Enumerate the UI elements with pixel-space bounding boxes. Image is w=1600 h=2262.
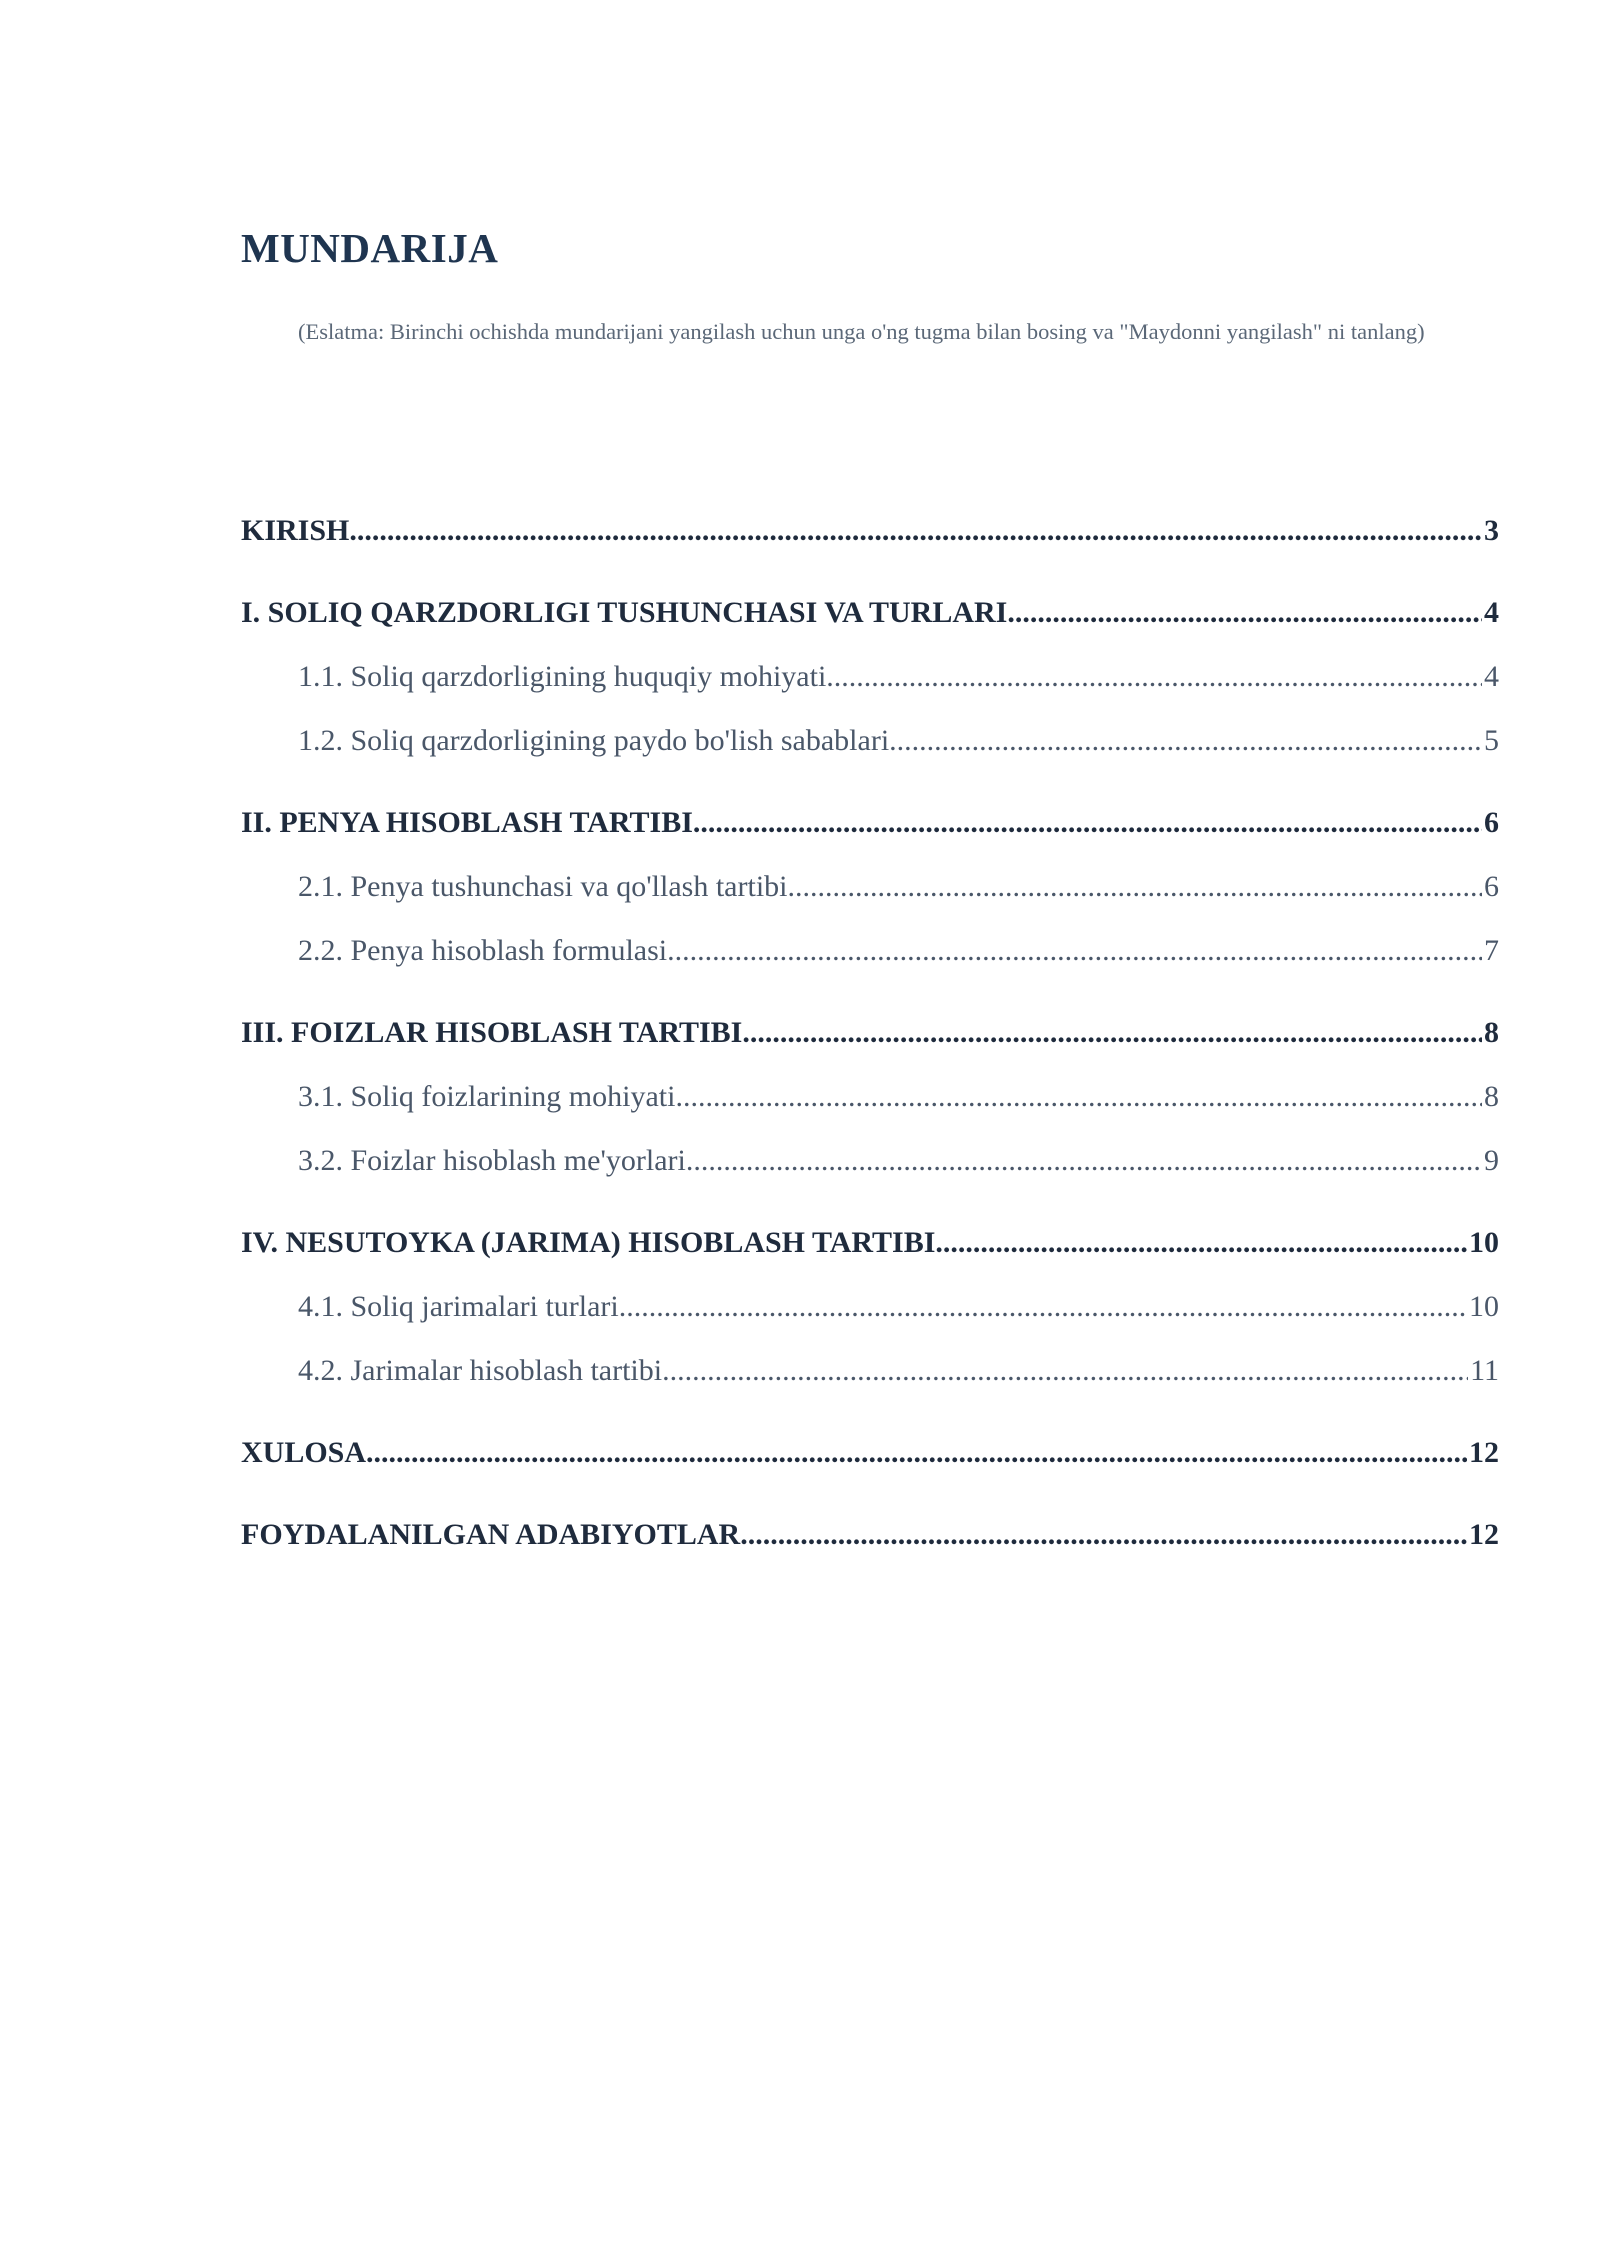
toc-entry-xulosa[interactable] bbox=[241, 1436, 1499, 1476]
toc-dot-leader bbox=[1007, 596, 1482, 630]
toc-entry-section-1-1[interactable] bbox=[241, 660, 1499, 700]
toc-entry-title: 4.1. Soliq jarimalari turlari bbox=[298, 1290, 619, 1323]
toc-entry-chapter-1[interactable] bbox=[241, 596, 1499, 636]
toc-page-number: 3 bbox=[1484, 514, 1499, 547]
toc-entry-section-3-2[interactable] bbox=[241, 1144, 1499, 1184]
toc-entry-section-2-1[interactable] bbox=[241, 870, 1499, 910]
toc-page-number: 6 bbox=[1484, 870, 1499, 903]
toc-dot-leader bbox=[740, 1518, 1467, 1552]
toc-entry-kirish[interactable] bbox=[241, 514, 1499, 554]
toc-dot-leader bbox=[693, 806, 1482, 840]
toc-entry-chapter-3[interactable] bbox=[241, 1016, 1499, 1056]
toc-dot-leader bbox=[662, 1354, 1468, 1388]
toc-dot-leader bbox=[788, 870, 1483, 904]
toc-entry-section-3-1[interactable] bbox=[241, 1080, 1499, 1120]
toc-page-number: 9 bbox=[1484, 1144, 1499, 1177]
toc-entry-title: FOYDALANILGAN ADABIYOTLAR bbox=[241, 1518, 741, 1551]
toc-page-number: 4 bbox=[1484, 660, 1499, 693]
toc-dot-leader bbox=[366, 1436, 1467, 1470]
toc-entry-references[interactable] bbox=[241, 1518, 1499, 1558]
toc-dot-leader bbox=[349, 514, 1482, 548]
toc-page-number: 5 bbox=[1484, 724, 1499, 757]
toc-dot-leader bbox=[675, 1080, 1482, 1114]
toc-entry-section-4-1[interactable] bbox=[241, 1290, 1499, 1330]
toc-dot-leader bbox=[742, 1016, 1482, 1050]
toc-entry-title: II. PENYA HISOBLASH TARTIBI bbox=[241, 806, 693, 839]
toc-entry-title: KIRISH bbox=[241, 514, 350, 547]
toc-page-number: 11 bbox=[1470, 1354, 1499, 1387]
toc-page-number: 10 bbox=[1469, 1290, 1499, 1323]
toc-page-number: 6 bbox=[1484, 806, 1499, 839]
toc-dot-leader bbox=[667, 934, 1482, 968]
toc-entry-title: 2.2. Penya hisoblash formulasi bbox=[298, 934, 668, 967]
toc-page-number: 10 bbox=[1469, 1226, 1499, 1259]
toc-entry-title: I. SOLIQ QARZDORLIGI TUSHUNCHASI VA TURLARI bbox=[241, 596, 1008, 629]
page-title: MUNDARIJA bbox=[241, 225, 499, 271]
toc-entry-title: 1.1. Soliq qarzdorligining huquqiy mohiyati bbox=[298, 660, 827, 693]
toc-dot-leader bbox=[686, 1144, 1482, 1178]
toc-entry-title: XULOSA bbox=[241, 1436, 367, 1469]
toc-dot-leader bbox=[826, 660, 1482, 694]
toc-entry-section-2-2[interactable] bbox=[241, 934, 1499, 974]
toc-dot-leader bbox=[935, 1226, 1467, 1260]
toc-dot-leader bbox=[889, 724, 1482, 758]
toc-dot-leader bbox=[619, 1290, 1467, 1324]
toc-entry-section-4-2[interactable] bbox=[241, 1354, 1499, 1394]
toc-entry-title: 2.1. Penya tushunchasi va qo'llash tartibi bbox=[298, 870, 788, 903]
toc-page-number: 4 bbox=[1484, 596, 1499, 629]
toc-page-number: 8 bbox=[1484, 1016, 1499, 1049]
toc-page-number: 12 bbox=[1469, 1518, 1499, 1551]
toc-entry-title: III. FOIZLAR HISOBLASH TARTIBI bbox=[241, 1016, 743, 1049]
toc-entry-title: 4.2. Jarimalar hisoblash tartibi bbox=[298, 1354, 663, 1387]
update-note: (Eslatma: Birinchi ochishda mundarijani yangilash uchun unga o'ng tugma bilan bosing va "Maydonni yangilash" ni tanlang) bbox=[298, 319, 1425, 344]
toc-entry-title: 3.2. Foizlar hisoblash me'yorlari bbox=[298, 1144, 686, 1177]
toc-page-number: 8 bbox=[1484, 1080, 1499, 1113]
toc-entry-title: 3.1. Soliq foizlarining mohiyati bbox=[298, 1080, 676, 1113]
toc-page-number: 7 bbox=[1484, 934, 1499, 967]
toc-entry-chapter-4[interactable] bbox=[241, 1226, 1499, 1266]
toc-entry-chapter-2[interactable] bbox=[241, 806, 1499, 846]
toc-entry-title: IV. NESUTOYKA (JARIMA) HISOBLASH TARTIBI bbox=[241, 1226, 936, 1259]
toc-page-number: 12 bbox=[1469, 1436, 1499, 1469]
toc-entry-section-1-2[interactable] bbox=[241, 724, 1499, 764]
toc-entry-title: 1.2. Soliq qarzdorligining paydo bo'lish sabablari bbox=[298, 724, 890, 757]
